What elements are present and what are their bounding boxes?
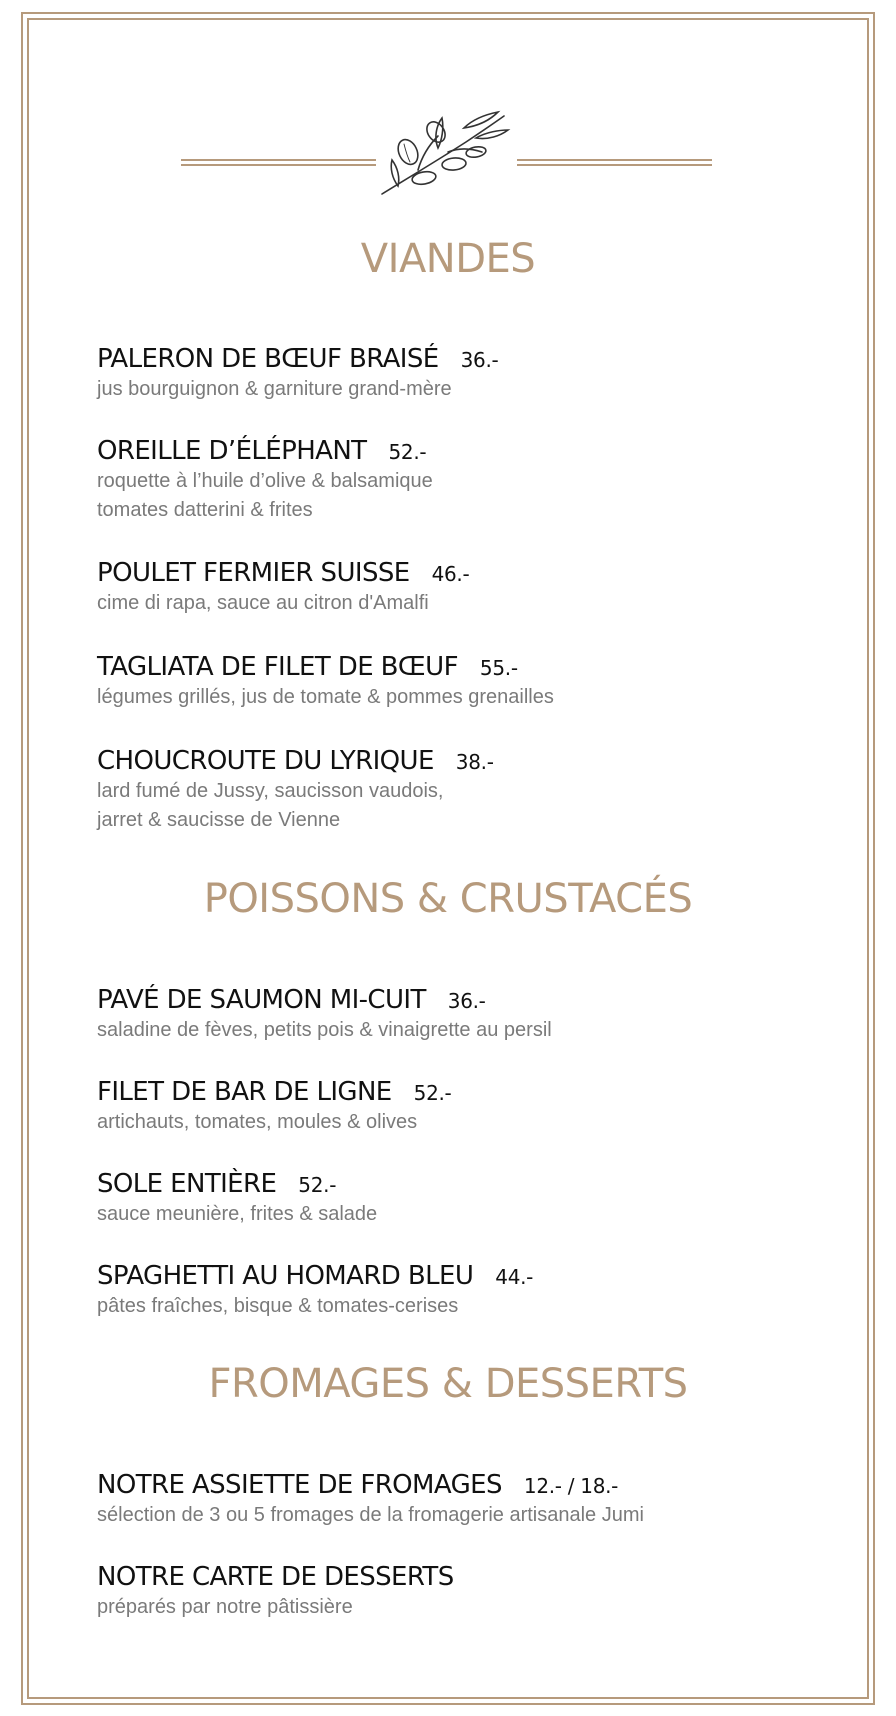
menu-item	[97, 1261, 837, 1320]
item-name: FILET DE BAR DE LIGNE	[97, 1077, 392, 1107]
ornament-rule-left	[181, 159, 376, 166]
menu-item	[97, 1169, 837, 1228]
section-title-poissons: POISSONS & CRUSTACÉS	[203, 876, 693, 922]
menu-item	[97, 558, 837, 617]
item-desc: pâtes fraîches, bisque & tomates-cerises	[97, 1295, 459, 1317]
menu-item	[97, 1077, 837, 1136]
menu-item	[97, 985, 837, 1044]
menu-item	[97, 746, 837, 834]
item-price: 46.-	[431, 562, 470, 586]
item-price: 52.-	[388, 440, 427, 464]
item-name: SOLE ENTIÈRE	[97, 1169, 277, 1199]
item-desc: lard fumé de Jussy, saucisson vaudois,	[97, 780, 444, 802]
item-price: 36.-	[460, 348, 499, 372]
menu-item	[97, 344, 837, 403]
olive-branch-icon	[378, 108, 514, 198]
item-price: 55.-	[479, 656, 518, 680]
item-price: 52.-	[298, 1173, 337, 1197]
item-desc: jus bourguignon & garniture grand-mère	[97, 378, 452, 400]
item-desc: jarret & saucisse de Vienne	[97, 809, 341, 831]
item-desc: cime di rapa, sauce au citron d'Amalfi	[97, 592, 429, 614]
item-name: SPAGHETTI AU HOMARD BLEU	[97, 1261, 474, 1291]
item-name: NOTRE ASSIETTE DE FROMAGES	[97, 1470, 502, 1500]
item-price: 44.-	[495, 1265, 534, 1289]
item-name: NOTRE CARTE DE DESSERTS	[97, 1562, 454, 1592]
item-name: PAVÉ DE SAUMON MI-CUIT	[97, 985, 426, 1015]
menu-item	[97, 1562, 837, 1621]
item-desc: tomates datterini & frites	[97, 499, 313, 521]
item-desc: préparés par notre pâtissière	[97, 1596, 353, 1618]
item-desc: roquette à l’huile d’olive & balsamique	[97, 470, 433, 492]
item-desc: sélection de 3 ou 5 fromages de la fromagerie artisanale Jumi	[97, 1504, 644, 1526]
item-price: 36.-	[447, 989, 486, 1013]
section-title-viandes: VIANDES	[360, 236, 536, 282]
ornament-rule-right	[517, 159, 712, 166]
item-name: POULET FERMIER SUISSE	[97, 558, 410, 588]
item-desc: artichauts, tomates, moules & olives	[97, 1111, 418, 1133]
item-desc: légumes grillés, jus de tomate & pommes grenailles	[97, 686, 554, 708]
item-name: OREILLE D’ÉLÉPHANT	[97, 436, 367, 466]
menu-item	[97, 1470, 837, 1529]
item-name: PALERON DE BŒUF BRAISÉ	[97, 344, 439, 374]
item-price: 38.-	[455, 750, 494, 774]
section-title-fromages: FROMAGES & DESSERTS	[208, 1361, 688, 1407]
menu-item	[97, 436, 837, 524]
item-desc: sauce meunière, frites & salade	[97, 1203, 378, 1225]
item-name: CHOUCROUTE DU LYRIQUE	[97, 746, 434, 776]
item-price: 12.- / 18.-	[523, 1474, 619, 1498]
item-price: 52.-	[413, 1081, 452, 1105]
item-desc: saladine de fèves, petits pois & vinaigrette au persil	[97, 1019, 552, 1041]
header-ornament	[0, 108, 896, 198]
menu-item	[97, 652, 837, 711]
item-name: TAGLIATA DE FILET DE BŒUF	[97, 652, 458, 682]
